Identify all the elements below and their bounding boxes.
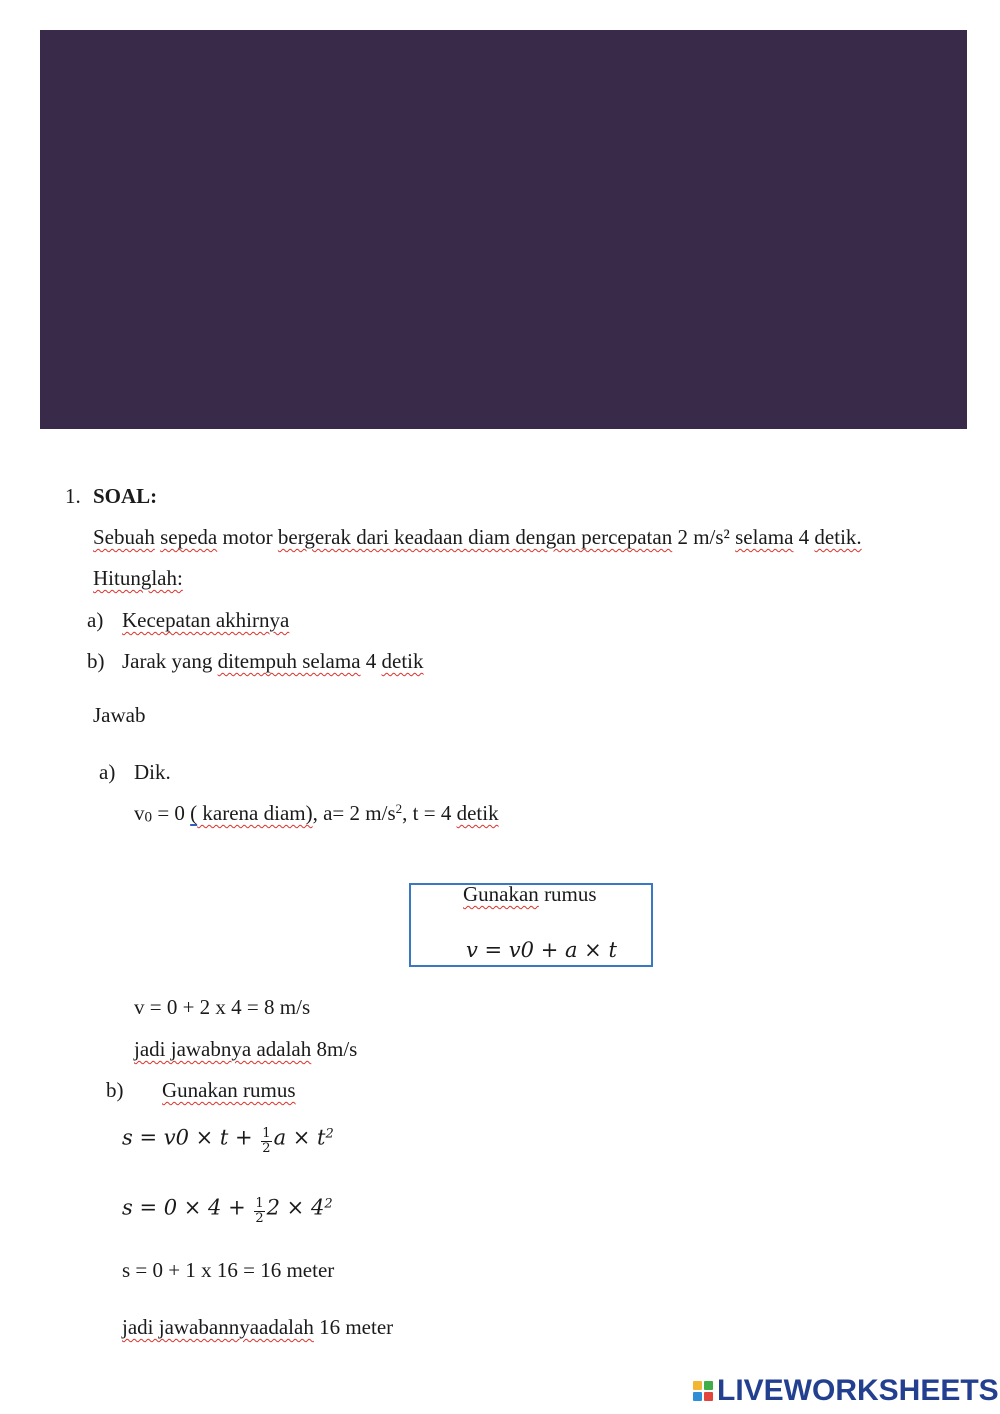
question-number: 1. (65, 484, 81, 508)
logo-square (693, 1392, 702, 1401)
part-b-label: b) (106, 1078, 124, 1102)
part-a-dik: Dik. (134, 760, 171, 784)
formula-box-label: Gunakan rumus (463, 882, 597, 906)
formula-box-equation: v = v0 + a × t (466, 938, 617, 962)
part-b-instruction: Gunakan rumus (162, 1078, 296, 1102)
logo-square (693, 1381, 702, 1390)
question-statement: Sebuah sepeda motor bergerak dari keadaan diam dengan percepatan 2 m/s² selama 4 detik. (93, 525, 862, 549)
fraction-half: $\frac{1}{2}$ (262, 1126, 271, 1156)
header-banner (40, 30, 967, 429)
liveworksheets-logo (693, 1374, 999, 1408)
part-a-label: a) (99, 760, 116, 784)
logo-square (704, 1392, 713, 1401)
logo-square (704, 1381, 713, 1390)
logo-text: LIVEWORKSHEETS (717, 1374, 999, 1407)
part-a-given: v0 = 0 ( karena diam), a= 2 $m/s^2$, t = 4 detik (134, 800, 499, 826)
part-a-conclusion: jadi jawabnya adalah 8m/s (134, 1037, 358, 1061)
part-b-calc: s = 0 + 1 x 16 = 16 meter (122, 1258, 335, 1282)
part-a-calc: v = 0 + 2 x 4 = 8 m/s (134, 995, 311, 1019)
item-a-text: Kecepatan akhirnya (122, 608, 290, 632)
item-b-text: Jarak yang ditempuh selama 4 detik (122, 649, 424, 673)
part-b-conclusion: jadi jawabannyaadalah 16 meter (122, 1315, 394, 1339)
logo-squares-icon (693, 1381, 713, 1401)
item-a-label: a) (87, 608, 104, 632)
question-title: SOAL: (93, 484, 158, 508)
question-prompt: Hitunglah: (93, 566, 183, 590)
part-b-formula-2: s = 0 × 4 + $\frac{1}{2}$ $2 \times 4^2$ (122, 1195, 333, 1226)
fraction-half: $\frac{1}{2}$ (255, 1196, 264, 1226)
answer-heading: Jawab (93, 703, 146, 727)
part-b-formula-1: s = v0 × t + $\frac{1}{2}$ $a \times t^2$ (122, 1125, 334, 1156)
item-b-label: b) (87, 649, 105, 673)
